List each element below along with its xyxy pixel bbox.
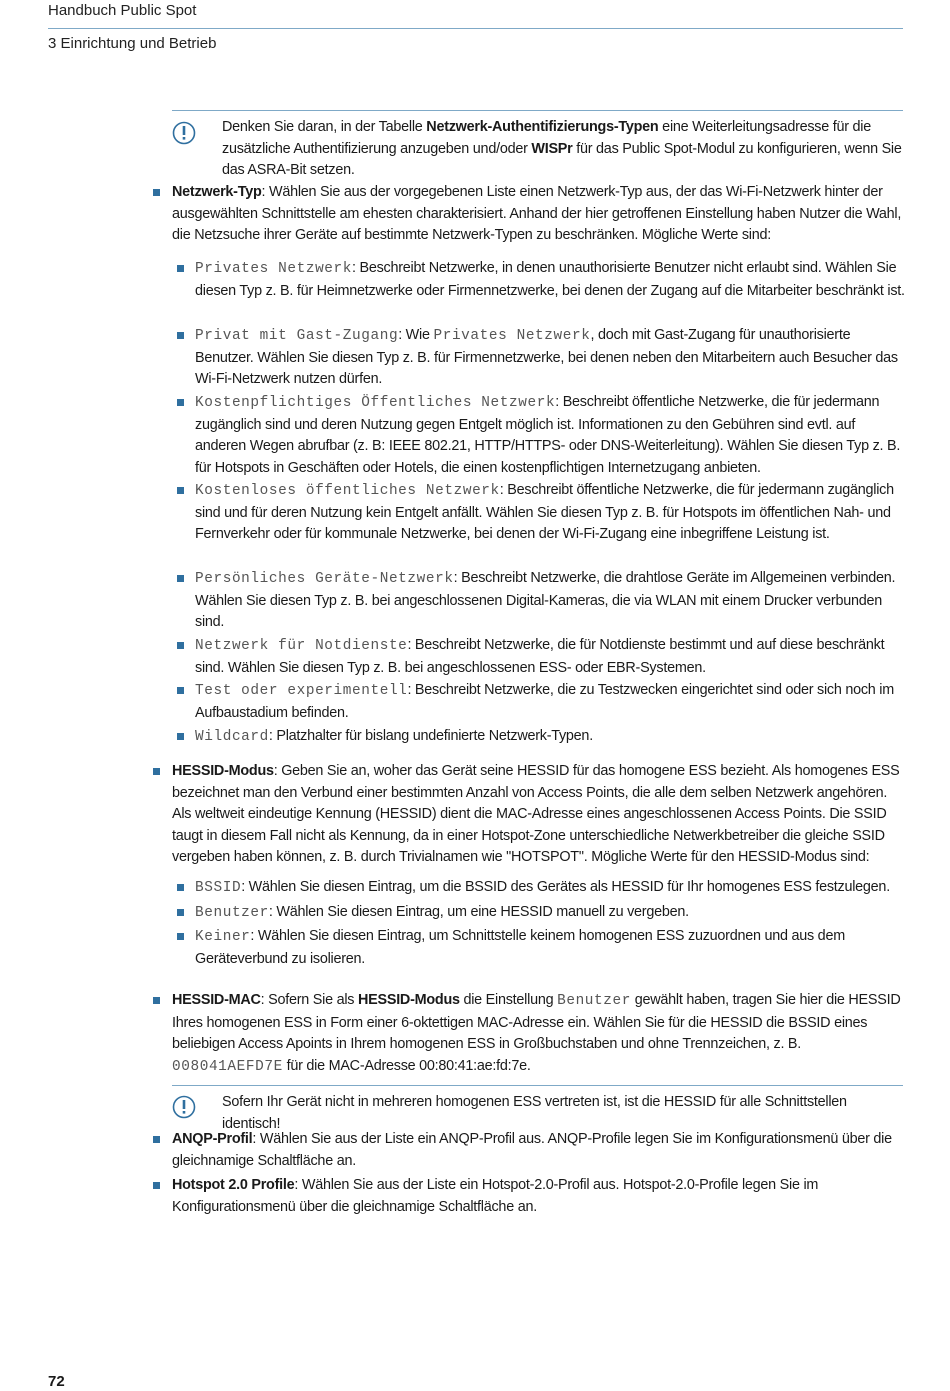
option-emergency: Netzwerk für Notdienste: Beschreibt Netzwerke, die für Notdienste bestimmt und auf diese beschränkt sind. Wählen Sie diesen Typ z. B. bei angeschlossenen ESS- oder EBR-Systemen. <box>195 637 885 676</box>
paragraph-hotspot-profile: Hotspot 2.0 Profile: Wählen Sie aus der Liste ein Hotspot-2.0-Profil aus. Hotspot-2.0-Profile legen Sie im Konfigurationsmenü über die gleichnamige Schaltfläche an. <box>172 1177 819 1215</box>
bullet-marker <box>177 642 184 649</box>
bullet-marker <box>177 933 184 940</box>
bullet-marker <box>177 909 184 916</box>
option-none: Keiner: Wählen Sie diesen Eintrag, um Schnittstelle keinem homogenen ESS zuzuordnen und aus dem Geräteverbund zu isolieren. <box>195 928 845 967</box>
option-bssid: BSSID: Wählen Sie diesen Eintrag, um die BSSID des Gerätes als HESSID für Ihr homogenes ESS festzulegen. <box>195 879 890 896</box>
option-private-network: Privates Netzwerk: Beschreibt Netzwerke, in denen unauthorisierte Benutzer nicht erlaubt sind. Wählen Sie diesen Typ z. B. für Heimnetzwerke oder Firmennetzwerke, bei denen der Zugang auf die Mitarbeiter beschränkt ist. <box>195 260 905 299</box>
bullet-marker <box>177 332 184 339</box>
bullet-marker <box>153 1136 160 1143</box>
paragraph-hessid-mode: HESSID-Modus: Geben Sie an, woher das Gerät seine HESSID für das homogene ESS bezieht. Als homogenes ESS bezeichnet man den Verbund einer bestimmten Anzahl von Access Points, die alle dem selben Netzwerk angehören. Als weltweit eindeutige Kennung (HESSID) dient die MAC-Adresse eines angeschlossenen Access Points. Die SSID taugt in diesem Fall nicht als Kennung, da in einer Hotspot-Zone unterschiedliche Netwerkbetreiber die gleiche SSID vergeben haben können, z. B. durch Trivialnamen wie "HOTSPOT". Mögliche Werte für den HESSID-Modus sind: <box>172 763 900 865</box>
bullet-marker <box>177 265 184 272</box>
bullet-marker <box>177 399 184 406</box>
warning-icon <box>172 121 196 145</box>
option-user: Benutzer: Wählen Sie diesen Eintrag, um eine HESSID manuell zu vergeben. <box>195 904 689 921</box>
option-wildcard: Wildcard: Platzhalter für bislang undefinierte Netzwerk-Typen. <box>195 728 593 745</box>
bullet-marker <box>153 997 160 1004</box>
option-paid-public: Kostenpflichtiges Öffentliches Netzwerk: Beschreibt öffentliche Netzwerke, die für jedermann zugänglich sind und deren Nutzung gegen Entgelt möglich ist. Informationen zu den Gebühren sind evtl. auf anderen Wegen abrufbar (z. B: IEEE 802.21, HTTP/HTTPS- oder DNS-Weiterleitung). Wählen Sie diesen Typ z. B. für Hotspots in Geschäften oder Hotels, die einen kostenpflichtigen Internetzugang anbieten. <box>195 394 901 476</box>
paragraph-hessid-mac: HESSID-MAC: Sofern Sie als HESSID-Modus die Einstellung Benutzer gewählt haben, tragen Sie hier die HESSID Ihres homogenen ESS in Form einer 6-oktettigen MAC-Adresse ein. Wählen Sie für die HESSID die BSSID eines beliebigen Access Apoints in Ihrem homogenen ESS in Großbuchstaben und ohne Trennzeichen, z. B. 008041AEFD7E für die MAC-Adresse 00:80:41:ae:fd:7e. <box>172 992 901 1075</box>
warning-icon <box>172 1095 196 1119</box>
note-text: Denken Sie daran, in der Tabelle Netzwerk-Authentifizierungs-Typen eine Weiterleitungsadresse für die zusätzliche Authentifizierung anzugeben und/oder WISPr für das Public Spot-Modul zu konfigurieren, wenn Sie das ASRA-Bit setzen. <box>222 119 902 178</box>
bullet-marker <box>153 1182 160 1189</box>
bullet-marker <box>177 733 184 740</box>
bullet-marker <box>177 487 184 494</box>
bullet-marker <box>177 575 184 582</box>
note-box-hessid <box>172 1085 903 1132</box>
bullet-marker <box>153 768 160 775</box>
paragraph-network-type: Netzwerk-Typ: Wählen Sie aus der vorgegebenen Liste einen Netzwerk-Typ aus, der das Wi-Fi-Netzwerk hinter der ausgewählten Schnittstelle am ehesten charakterisiert. Anhand der hier getroffenen Einstellung haben Nutzer die Wahl, die Netzsuche ihrer Geräte auf bestimmte Netzwerk-Typen zu beschränken. Mögliche Werte sind: <box>172 184 902 243</box>
option-free-public: Kostenloses öffentliches Netzwerk: Beschreibt öffentliche Netzwerke, die für jedermann zugänglich sind und für deren Nutzung kein Entgelt anfällt. Wählen Sie diesen Typ z. B. für Hotspots im öffentlichen Nah- und Fernverkehr oder für kommunale Netzwerke, bei denen der Wi-Fi-Zugang eine inbegriffene Leistung ist. <box>195 482 894 542</box>
option-test: Test oder experimentell: Beschreibt Netzwerke, die zu Testzwecken eingerichtet sind oder sich noch im Aufbaustadium befinden. <box>195 682 894 721</box>
note-text: Sofern Ihr Gerät nicht in mehreren homogenen ESS vertreten ist, ist die HESSID für alle Schnittstellen identisch! <box>222 1094 847 1132</box>
page-number: 72 <box>48 1373 65 1390</box>
note-box-authentication <box>172 110 903 181</box>
header-divider <box>48 28 903 29</box>
chapter-title: 3 Einrichtung und Betrieb <box>48 35 217 52</box>
option-personal-device: Persönliches Geräte-Netzwerk: Beschreibt Netzwerke, die drahtlose Geräte im Allgemeinen verbinden. Wählen Sie diesen Typ z. B. bei angeschlossenen Digital-Kameras, die via WLAN mit einem Drucker verbunden sind. <box>195 570 896 630</box>
document-title: Handbuch Public Spot <box>48 2 197 19</box>
bullet-marker <box>177 884 184 891</box>
bullet-marker <box>177 687 184 694</box>
paragraph-anqp-profile: ANQP-Profil: Wählen Sie aus der Liste ein ANQP-Profil aus. ANQP-Profile legen Sie im Konfigurationsmenü über die gleichnamige Schaltfläche an. <box>172 1131 892 1169</box>
option-private-guest: Privat mit Gast-Zugang: Wie Privates Netzwerk, doch mit Gast-Zugang für unauthorisierte Benutzer. Wählen Sie diesen Typ z. B. für Firmennetzwerke, bei denen neben den Mitarbeitern auch Besucher das Wi-Fi-Netzwerk nutzen dürfen. <box>195 327 898 387</box>
bullet-marker <box>153 189 160 196</box>
